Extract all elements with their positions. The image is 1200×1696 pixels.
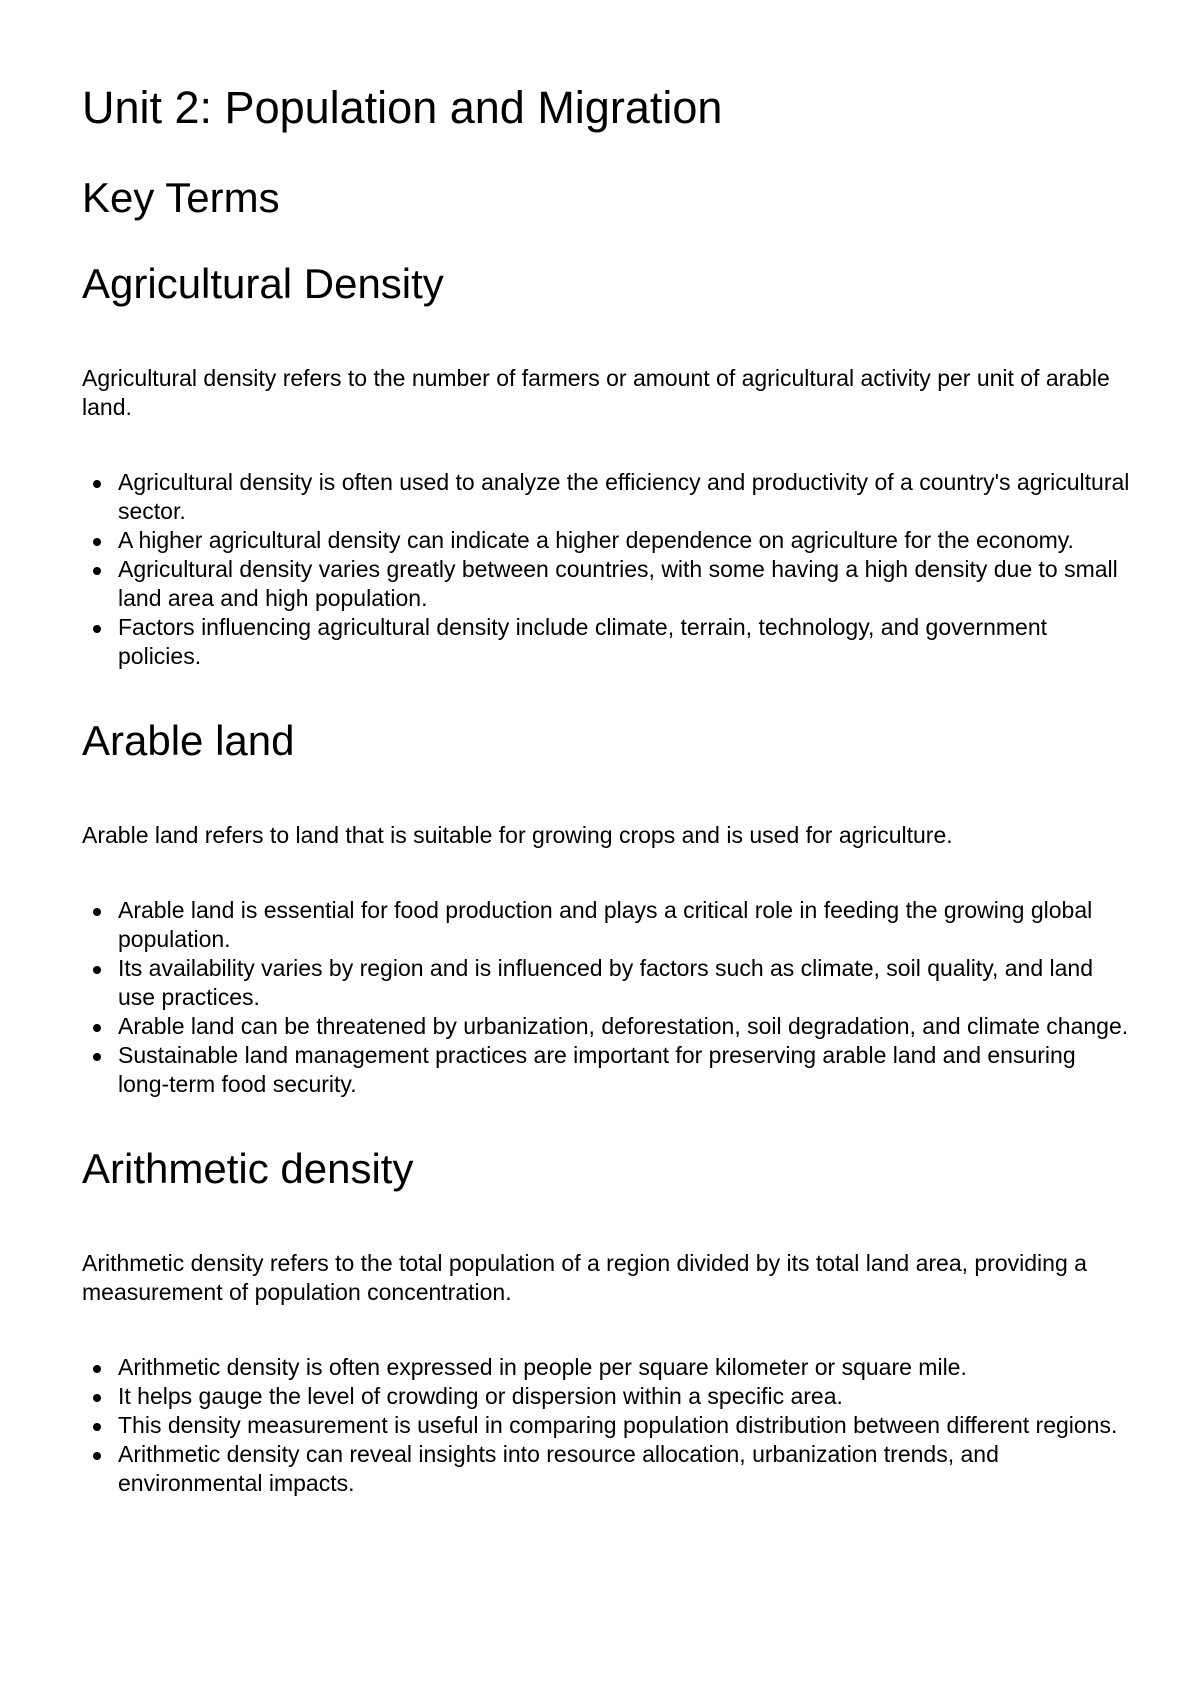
bullet-dot-icon (93, 625, 101, 633)
bullet-dot-icon (93, 908, 101, 916)
bullet-item (82, 954, 1132, 1012)
bullet-item (82, 896, 1132, 954)
bullet-dot-icon (93, 1024, 101, 1032)
bullet-dot-icon (93, 1365, 101, 1373)
term-bullet-list (82, 896, 1132, 1099)
bullet-item (82, 613, 1132, 671)
bullet-dot-icon (93, 567, 101, 575)
term-bullet-list (82, 468, 1132, 671)
bullet-dot-icon (93, 1394, 101, 1402)
bullet-dot-icon (93, 538, 101, 546)
bullet-text: Arithmetic density can reveal insights into resource allocation, urbanization trends, and environmental impacts. (118, 1441, 999, 1496)
bullet-text: Agricultural density varies greatly between countries, with some having a high density due to small land area and high population. (118, 556, 1118, 611)
bullet-item (82, 1440, 1132, 1498)
term-definition: Arithmetic density refers to the total population of a region divided by its total land area, providing a measurement of population concentration. (82, 1250, 1087, 1305)
term-section-arithmetic-density (82, 1141, 1132, 1498)
bullet-dot-icon (93, 1053, 101, 1061)
bullet-item (82, 555, 1132, 613)
term-definition: Arable land refers to land that is suitable for growing crops and is used for agriculture. (82, 822, 953, 848)
bullet-dot-icon (93, 1452, 101, 1460)
bullet-dot-icon (93, 1423, 101, 1431)
bullet-item (82, 1411, 1132, 1440)
bullet-text: Its availability varies by region and is influenced by factors such as climate, soil quality, and land use practices. (118, 955, 1094, 1010)
bullet-text: This density measurement is useful in comparing population distribution between different regions. (118, 1412, 1118, 1438)
bullet-text: Arable land can be threatened by urbanization, deforestation, soil degradation, and climate change. (118, 1013, 1129, 1039)
bullet-item (82, 468, 1132, 526)
bullet-item (82, 1012, 1132, 1041)
document-page (82, 78, 1132, 1498)
key-terms-heading: Key Terms (82, 174, 280, 221)
bullet-item (82, 1353, 1132, 1382)
bullet-dot-icon (93, 966, 101, 974)
bullet-dot-icon (93, 480, 101, 488)
bullet-text: It helps gauge the level of crowding or dispersion within a specific area. (118, 1383, 843, 1409)
term-definition: Agricultural density refers to the number of farmers or amount of agricultural activity per unit of arable land. (82, 365, 1110, 420)
bullet-text: Arable land is essential for food production and plays a critical role in feeding the growing global population. (118, 897, 1093, 952)
term-heading: Arithmetic density (82, 1145, 414, 1192)
bullet-text: Arithmetic density is often expressed in people per square kilometer or square mile. (118, 1354, 967, 1380)
bullet-item (82, 1382, 1132, 1411)
term-bullet-list (82, 1353, 1132, 1498)
page-title: Unit 2: Population and Migration (82, 82, 723, 133)
bullet-item (82, 1041, 1132, 1099)
term-section-agricultural-density (82, 256, 1132, 671)
term-heading: Agricultural Density (82, 260, 444, 307)
bullet-text: Sustainable land management practices are important for preserving arable land and ensuring long-term food security. (118, 1042, 1076, 1097)
bullet-text: Agricultural density is often used to analyze the efficiency and productivity of a country's agricultural sector. (118, 469, 1130, 524)
term-section-arable-land (82, 713, 1132, 1099)
term-heading: Arable land (82, 717, 295, 764)
bullet-text: A higher agricultural density can indicate a higher dependence on agriculture for the economy. (118, 527, 1074, 553)
bullet-item (82, 526, 1132, 555)
bullet-text: Factors influencing agricultural density include climate, terrain, technology, and government policies. (118, 614, 1048, 669)
